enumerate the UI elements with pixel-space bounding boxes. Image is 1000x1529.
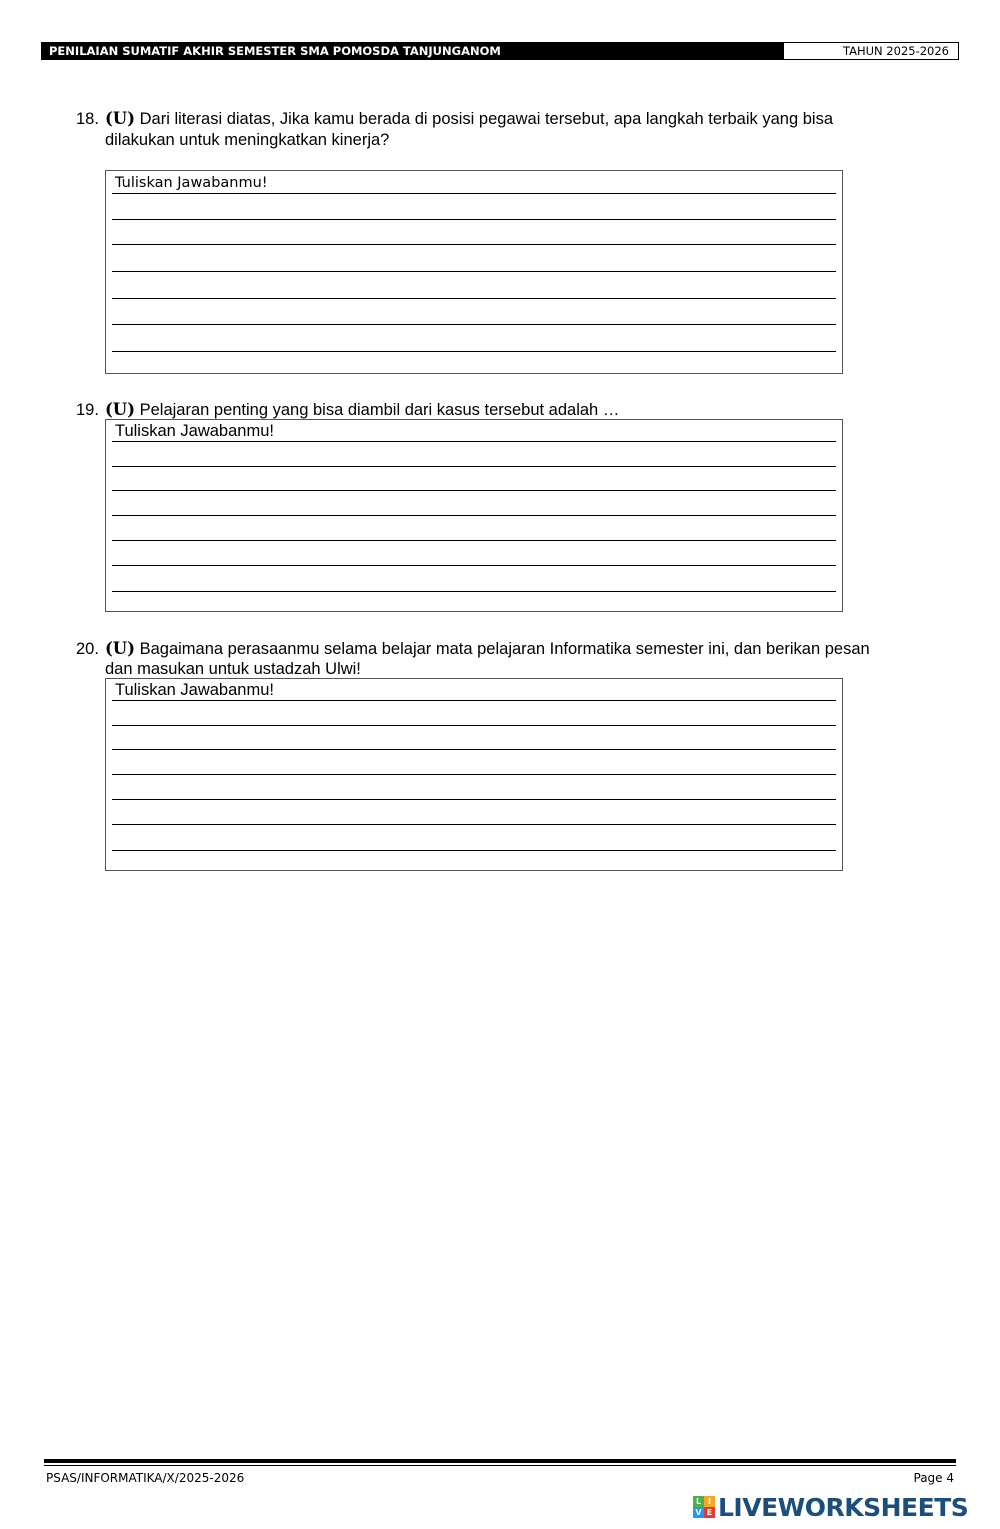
question-tag: (U) (105, 400, 136, 419)
question-number: 18. (76, 110, 99, 128)
answer-line[interactable] (112, 774, 836, 775)
liveworksheets-logo (693, 1490, 968, 1524)
question-text: Pelajaran penting yang bisa diambil dari kasus tersebut adalah … (139, 401, 620, 419)
answer-line[interactable] (112, 271, 836, 272)
header-title: PENILAIAN SUMATIF AKHIR SEMESTER SMA POMOSDA TANJUNGANOM (41, 42, 783, 60)
logo-letter: E (704, 1507, 715, 1518)
answer-line[interactable] (112, 850, 836, 851)
answer-box-20[interactable] (105, 678, 843, 871)
answer-line[interactable] (112, 799, 836, 800)
question-19 (76, 399, 956, 421)
answer-line[interactable] (112, 244, 836, 245)
answer-line[interactable] (112, 824, 836, 825)
liveworksheets-wordmark: LIVEWORKSHEETS (718, 1492, 969, 1522)
liveworksheets-icon (693, 1496, 715, 1518)
answer-line[interactable] (112, 700, 836, 701)
answer-placeholder: Tuliskan Jawabanmu! (115, 175, 268, 191)
answer-box-19[interactable] (105, 419, 843, 612)
question-18 (76, 108, 956, 151)
answer-line[interactable] (112, 725, 836, 726)
footer-divider-thin (44, 1465, 956, 1466)
answer-line[interactable] (112, 441, 836, 442)
answer-line[interactable] (112, 193, 836, 194)
footer-code: PSAS/INFORMATIKA/X/2025-2026 (46, 1471, 245, 1485)
question-text-continued: dilakukan untuk meningkatkan kinerja? (105, 131, 390, 149)
answer-line[interactable] (112, 324, 836, 325)
question-text: Bagaimana perasaanmu selama belajar mata pelajaran Informatika semester ini, dan berikan pesan (139, 640, 870, 658)
question-tag: (U) (105, 109, 136, 128)
question-number: 20. (76, 640, 99, 658)
header-year: TAHUN 2025-2026 (783, 42, 959, 60)
answer-line[interactable] (112, 351, 836, 352)
answer-line[interactable] (112, 219, 836, 220)
question-text-continued: dan masukan untuk ustadzah Ulwi! (105, 660, 361, 678)
question-tag: (U) (105, 639, 136, 658)
question-20 (76, 638, 956, 679)
footer-divider (44, 1459, 956, 1463)
answer-placeholder: Tuliskan Jawabanmu! (115, 422, 274, 440)
answer-placeholder: Tuliskan Jawabanmu! (115, 681, 274, 699)
answer-line[interactable] (112, 298, 836, 299)
answer-line[interactable] (112, 490, 836, 491)
logo-letter: I (704, 1496, 715, 1507)
answer-line[interactable] (112, 565, 836, 566)
answer-box-18[interactable] (105, 170, 843, 374)
question-number: 19. (76, 401, 99, 419)
answer-line[interactable] (112, 466, 836, 467)
logo-letter: L (693, 1496, 704, 1507)
answer-line[interactable] (112, 749, 836, 750)
logo-letter: V (693, 1507, 704, 1518)
question-text: Dari literasi diatas, Jika kamu berada di posisi pegawai tersebut, apa langkah terbaik yang bisa (139, 110, 833, 128)
answer-line[interactable] (112, 515, 836, 516)
answer-line[interactable] (112, 540, 836, 541)
page-number: Page 4 (913, 1471, 954, 1485)
answer-line[interactable] (112, 591, 836, 592)
